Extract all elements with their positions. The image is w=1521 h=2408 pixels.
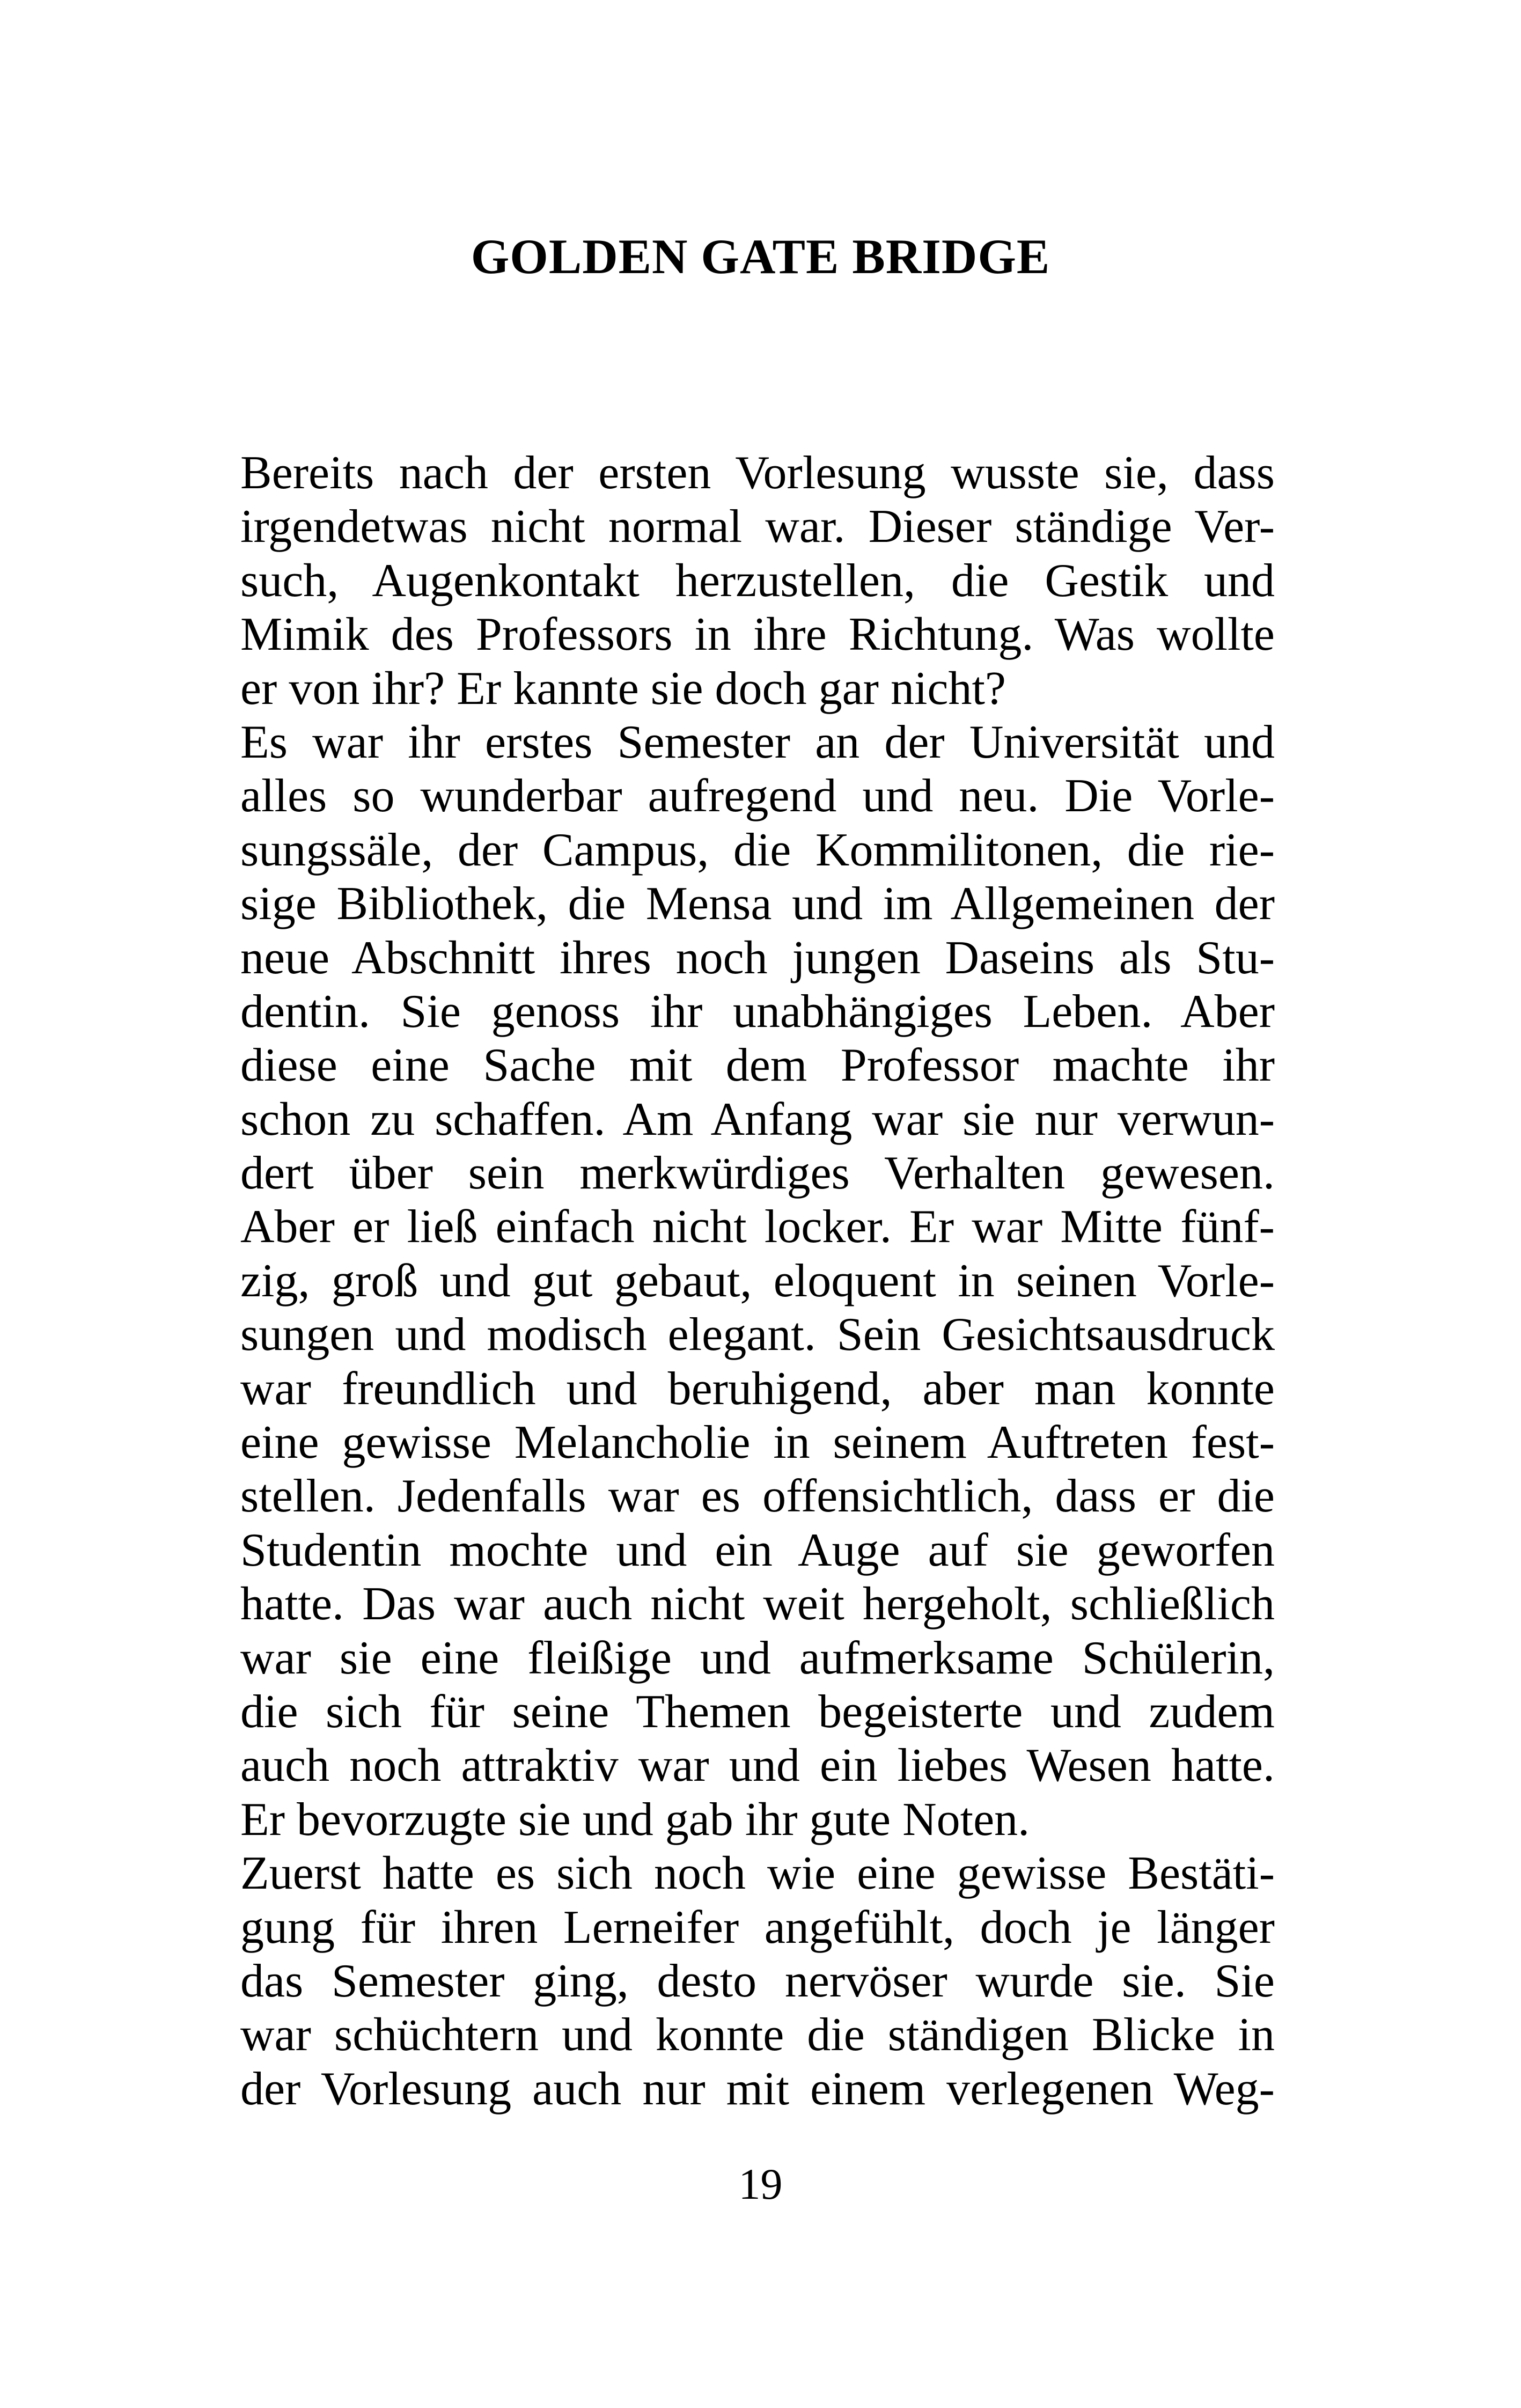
paragraph (240, 446, 1275, 716)
paragraph (240, 1847, 1275, 2116)
text-line: dert über sein merkwürdiges Verhalten gewesen. (240, 1147, 1275, 1200)
text-line: stellen. Jedenfalls war es offensichtlich, dass er die (240, 1470, 1275, 1523)
text-line: alles so wunderbar aufregend und neu. Die Vorle- (240, 770, 1275, 823)
text-line: war schüchtern und konnte die ständigen Blicke in (240, 2009, 1275, 2061)
text-line: das Semester ging, desto nervöser wurde sie. Sie (240, 1955, 1275, 2007)
text-line: Aber er ließ einfach nicht locker. Er war Mitte fünf- (240, 1201, 1275, 1253)
text-line: sungen und modisch elegant. Sein Gesichtsausdruck (240, 1309, 1275, 1361)
text-line: war freundlich und beruhigend, aber man konnte (240, 1362, 1275, 1415)
text-line: Es war ihr erstes Semester an der Universität und (240, 716, 1275, 768)
text-line: such, Augenkontakt herzustellen, die Gestik und (240, 554, 1275, 607)
text-line: sungssäle, der Campus, die Kommilitonen, die rie- (240, 824, 1275, 876)
text-line: auch noch attraktiv war und ein liebes Wesen hatte. (240, 1739, 1275, 1792)
text-line: der Vorlesung auch nur mit einem verlegenen Weg- (240, 2062, 1275, 2115)
text-line: Zuerst hatte es sich noch wie eine gewisse Bestäti- (240, 1847, 1275, 1900)
text-line: dentin. Sie genoss ihr unabhängiges Leben. Aber (240, 985, 1275, 1038)
text-line: er von ihr? Er kannte sie doch gar nicht? (240, 662, 1006, 715)
text-line: hatte. Das war auch nicht weit hergeholt, schließlich (240, 1578, 1275, 1631)
text-line: zig, groß und gut gebaut, eloquent in seinen Vorle- (240, 1254, 1275, 1307)
page-number: 19 (738, 2160, 783, 2208)
paragraph (240, 716, 1275, 1847)
text-line: war sie eine fleißige und aufmerksame Schülerin, (240, 1632, 1275, 1684)
text-line: Studentin mochte und ein Auge auf sie geworfen (240, 1524, 1275, 1576)
text-line: Bereits nach der ersten Vorlesung wusste sie, dass (240, 447, 1275, 499)
text-line: Er bevorzugte sie und gab ihr gute Noten. (240, 1793, 1030, 1846)
text-line: Mimik des Professors in ihre Richtung. Was wollte (240, 608, 1275, 661)
text-line: gung für ihren Lerneifer angefühlt, doch je länger (240, 1901, 1275, 1954)
text-line: eine gewisse Melancholie in seinem Auftreten fest- (240, 1416, 1275, 1469)
text-line: neue Abschnitt ihres noch jungen Daseins als Stu- (240, 931, 1275, 984)
text-line: sige Bibliothek, die Mensa und im Allgemeinen der (240, 878, 1275, 930)
text-line: schon zu schaffen. Am Anfang war sie nur verwun- (240, 1093, 1275, 1146)
body-text (240, 446, 1275, 2116)
chapter-title: GOLDEN GATE BRIDGE (471, 229, 1050, 284)
text-line: irgendetwas nicht normal war. Dieser ständige Ver- (240, 501, 1275, 553)
text-line: die sich für seine Themen begeisterte und zudem (240, 1685, 1275, 1738)
text-line: diese eine Sache mit dem Professor machte ihr (240, 1039, 1275, 1092)
